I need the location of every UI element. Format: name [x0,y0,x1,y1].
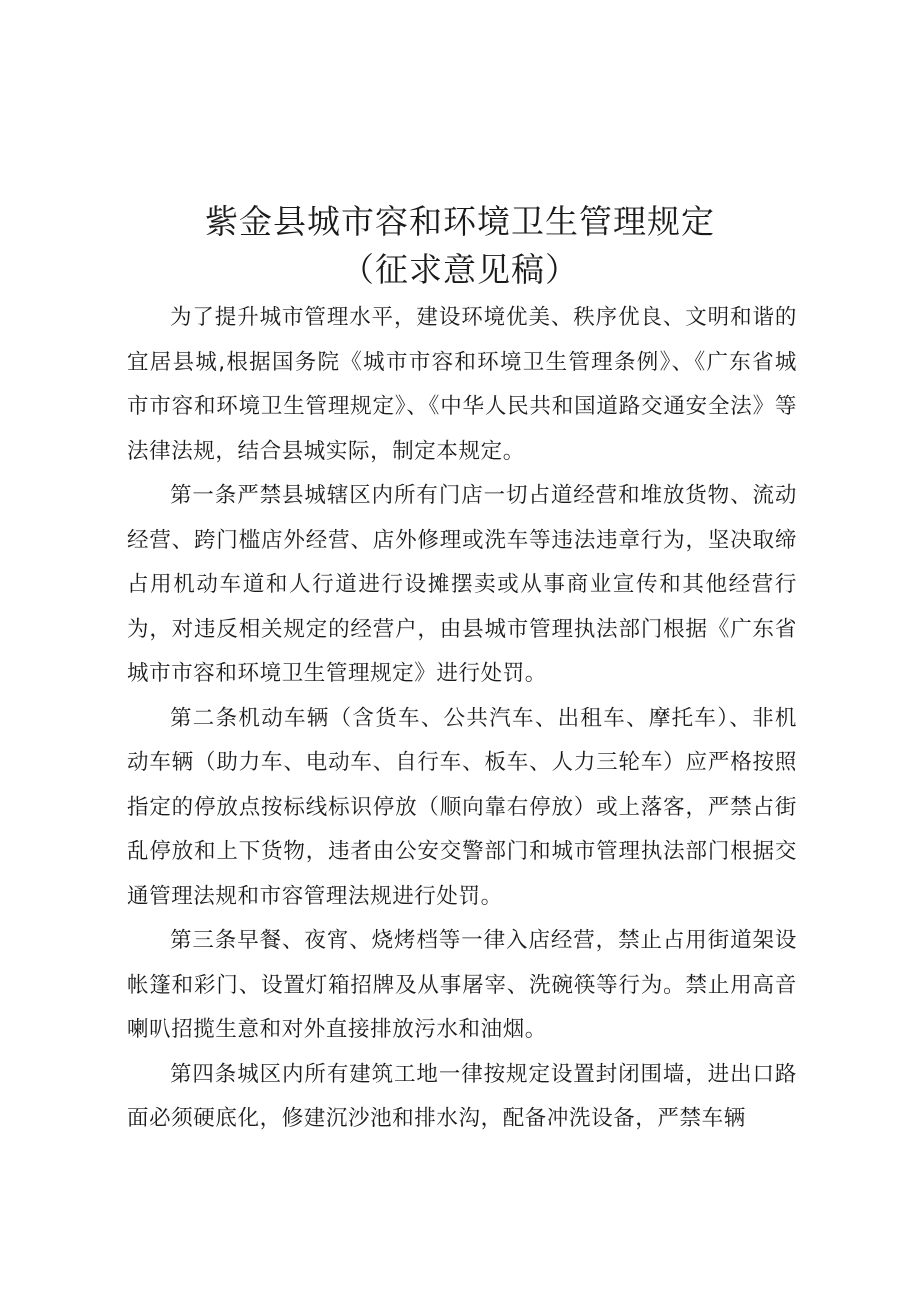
article-3-paragraph: 第三条早餐、夜宵、烧烤档等一律入店经营，禁止占用街道架设帐篷和彩门、设置灯箱招牌及从事屠宰、洗碗筷等行为。禁止用高音喇叭招揽生意和对外直接排放污水和油烟。 [127,928,797,1042]
article-1-paragraph: 第一条严禁县城辖区内所有门店一切占道经营和堆放货物、流动经营、跨门槛店外经营、店外修理或洗车等违法违章行为，坚决取缔占用机动车道和人行道进行设摊摆卖或从事商业宣传和其他经营行为，对违反相关规定的经营户，由县城市管理执法部门根据《广东省城市市容和环境卫生管理规定》进行处罚。 [127,483,797,686]
document-subtitle: （征求意见稿） [341,250,579,289]
document-body [127,296,797,1142]
preamble-paragraph: 为了提升城市管理水平，建设环境优美、秩序优良、文明和谐的宜居县城,根据国务院《城市市容和环境卫生管理条例》、《广东省城市市容和环境卫生管理规定》、《中华人民共和国道路交通安全法》等法律法规，结合县城实际，制定本规定。 [127,305,797,464]
article-2-paragraph: 第二条机动车辆（含货车、公共汽车、出租车、摩托车）、非机动车辆（助力车、电动车、自行车、板车、人力三轮车）应严格按照指定的停放点按标线标识停放（顺向靠右停放）或上落客，严禁占街乱停放和上下货物，违者由公安交警部门和城市管理执法部门根据交通管理法规和市容管理法规进行处罚。 [127,705,797,909]
document-title: 紫金县城市容和环境卫生管理规定 [205,202,715,241]
article-4-paragraph: 第四条城区内所有建筑工地一律按规定设置封闭围墙，进出口路面必须硬底化，修建沉沙池和排水沟，配备冲洗设备，严禁车辆 [127,1061,797,1131]
